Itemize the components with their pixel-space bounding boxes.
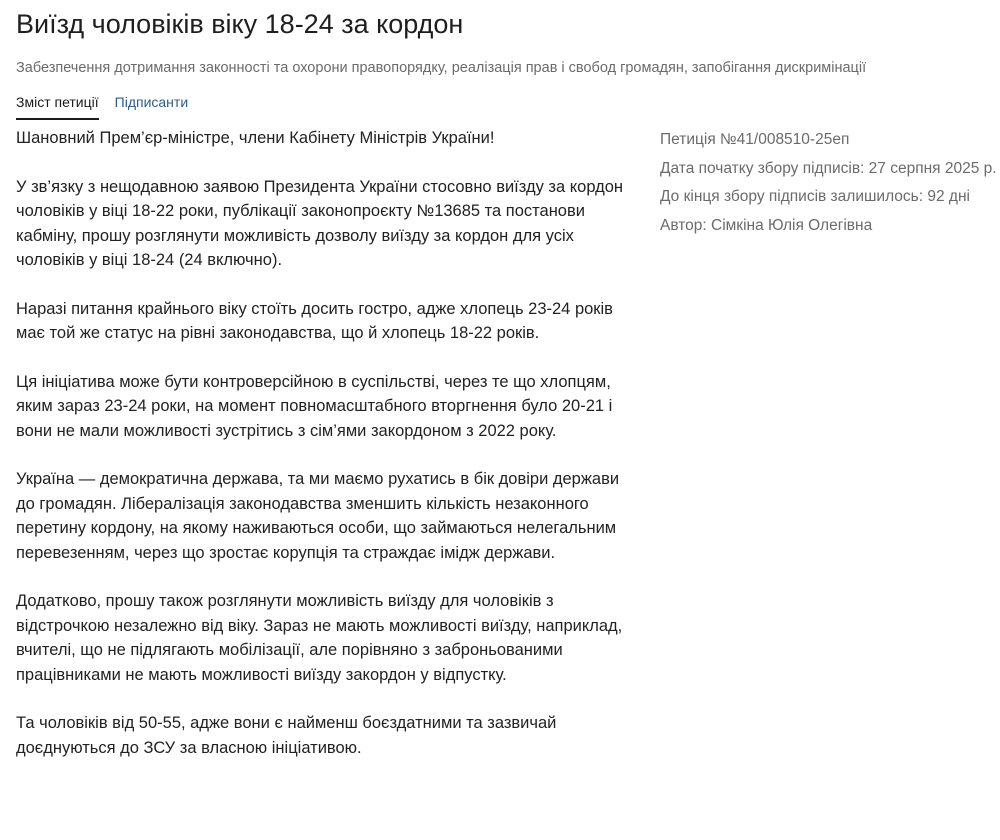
tab-petition-content[interactable]: Зміст петиції xyxy=(16,92,99,120)
petition-paragraph: Наразі питання крайнього віку стоїть досить гостро, адже хлопець 23-24 років має той же статус на рівні законодавства, що й хлопець 18-22 років. xyxy=(16,299,613,342)
petition-start-date: Дата початку збору підписів: 27 серпня 2025 р. xyxy=(660,159,997,177)
tab-signatories[interactable]: Підписанти xyxy=(114,94,189,110)
petition-paragraph: Додатково, прошу також розглянути можливість виїзду для чоловіків з відстрочкою незалежно від віку. Зараз не мають можливості виїзду, наприклад, вчителі, що не підлягають мобілізації, але порівняно з заброньованими працівниками не мають можливості виїзду закордон у відпустку. xyxy=(16,592,623,684)
petition-paragraph: Шановний Прем’єр-міністре, члени Кабінету Міністрів України! xyxy=(16,129,495,147)
petition-paragraph: У зв’язку з нещодавною заявою Президента України стосовно виїзду за кордон чоловіків у віці 18-22 роки, публікації законопроєкту №13685 та постанови кабміну, прошу розглянути можливість дозволу виїзду за кордон для усіх чоловіків у віці 18-24 (24 включно). xyxy=(16,177,624,269)
petition-text xyxy=(16,126,626,784)
petition-category: Забезпечення дотримання законності та охорони правопорядку, реалізація прав і свобод громадян, запобігання дискримінації xyxy=(16,60,867,76)
petition-paragraph: Та чоловіків від 50-55, адже вони є найменш боєздатними та зазвичай доєднуються до ЗСУ за власною ініціативою. xyxy=(16,714,557,757)
petition-author: Автор: Сімкіна Юлія Олегівна xyxy=(660,216,873,234)
petition-days-left: До кінця збору підписів залишилось: 92 дні xyxy=(660,188,970,205)
petition-number: Петиція №41/008510-25еп xyxy=(660,131,850,148)
page-title: Виїзд чоловіків віку 18-24 за кордон xyxy=(16,9,464,39)
petition-meta xyxy=(660,126,1000,240)
petition-paragraph: Україна — демократична держава, та ми маємо рухатись в бік довіри держави до громадян. Лібералізація законодавства зменшить кількість незаконного перетину кордону, на якому наживаються особи, що займаються нелегальним перевезенням, через що зростає корупція та страждає імідж держави. xyxy=(16,470,620,562)
petition-paragraph: Ця ініціатива може бути контроверсійною в суспільстві, через те що хлопцям, яким зараз 23-24 роки, на момент повномасштабного вторгнення було 20-21 і вони не мали можливості зустрітись з сім’ями закордоном з 2022 року. xyxy=(16,372,613,440)
petition-tabs xyxy=(16,92,188,122)
